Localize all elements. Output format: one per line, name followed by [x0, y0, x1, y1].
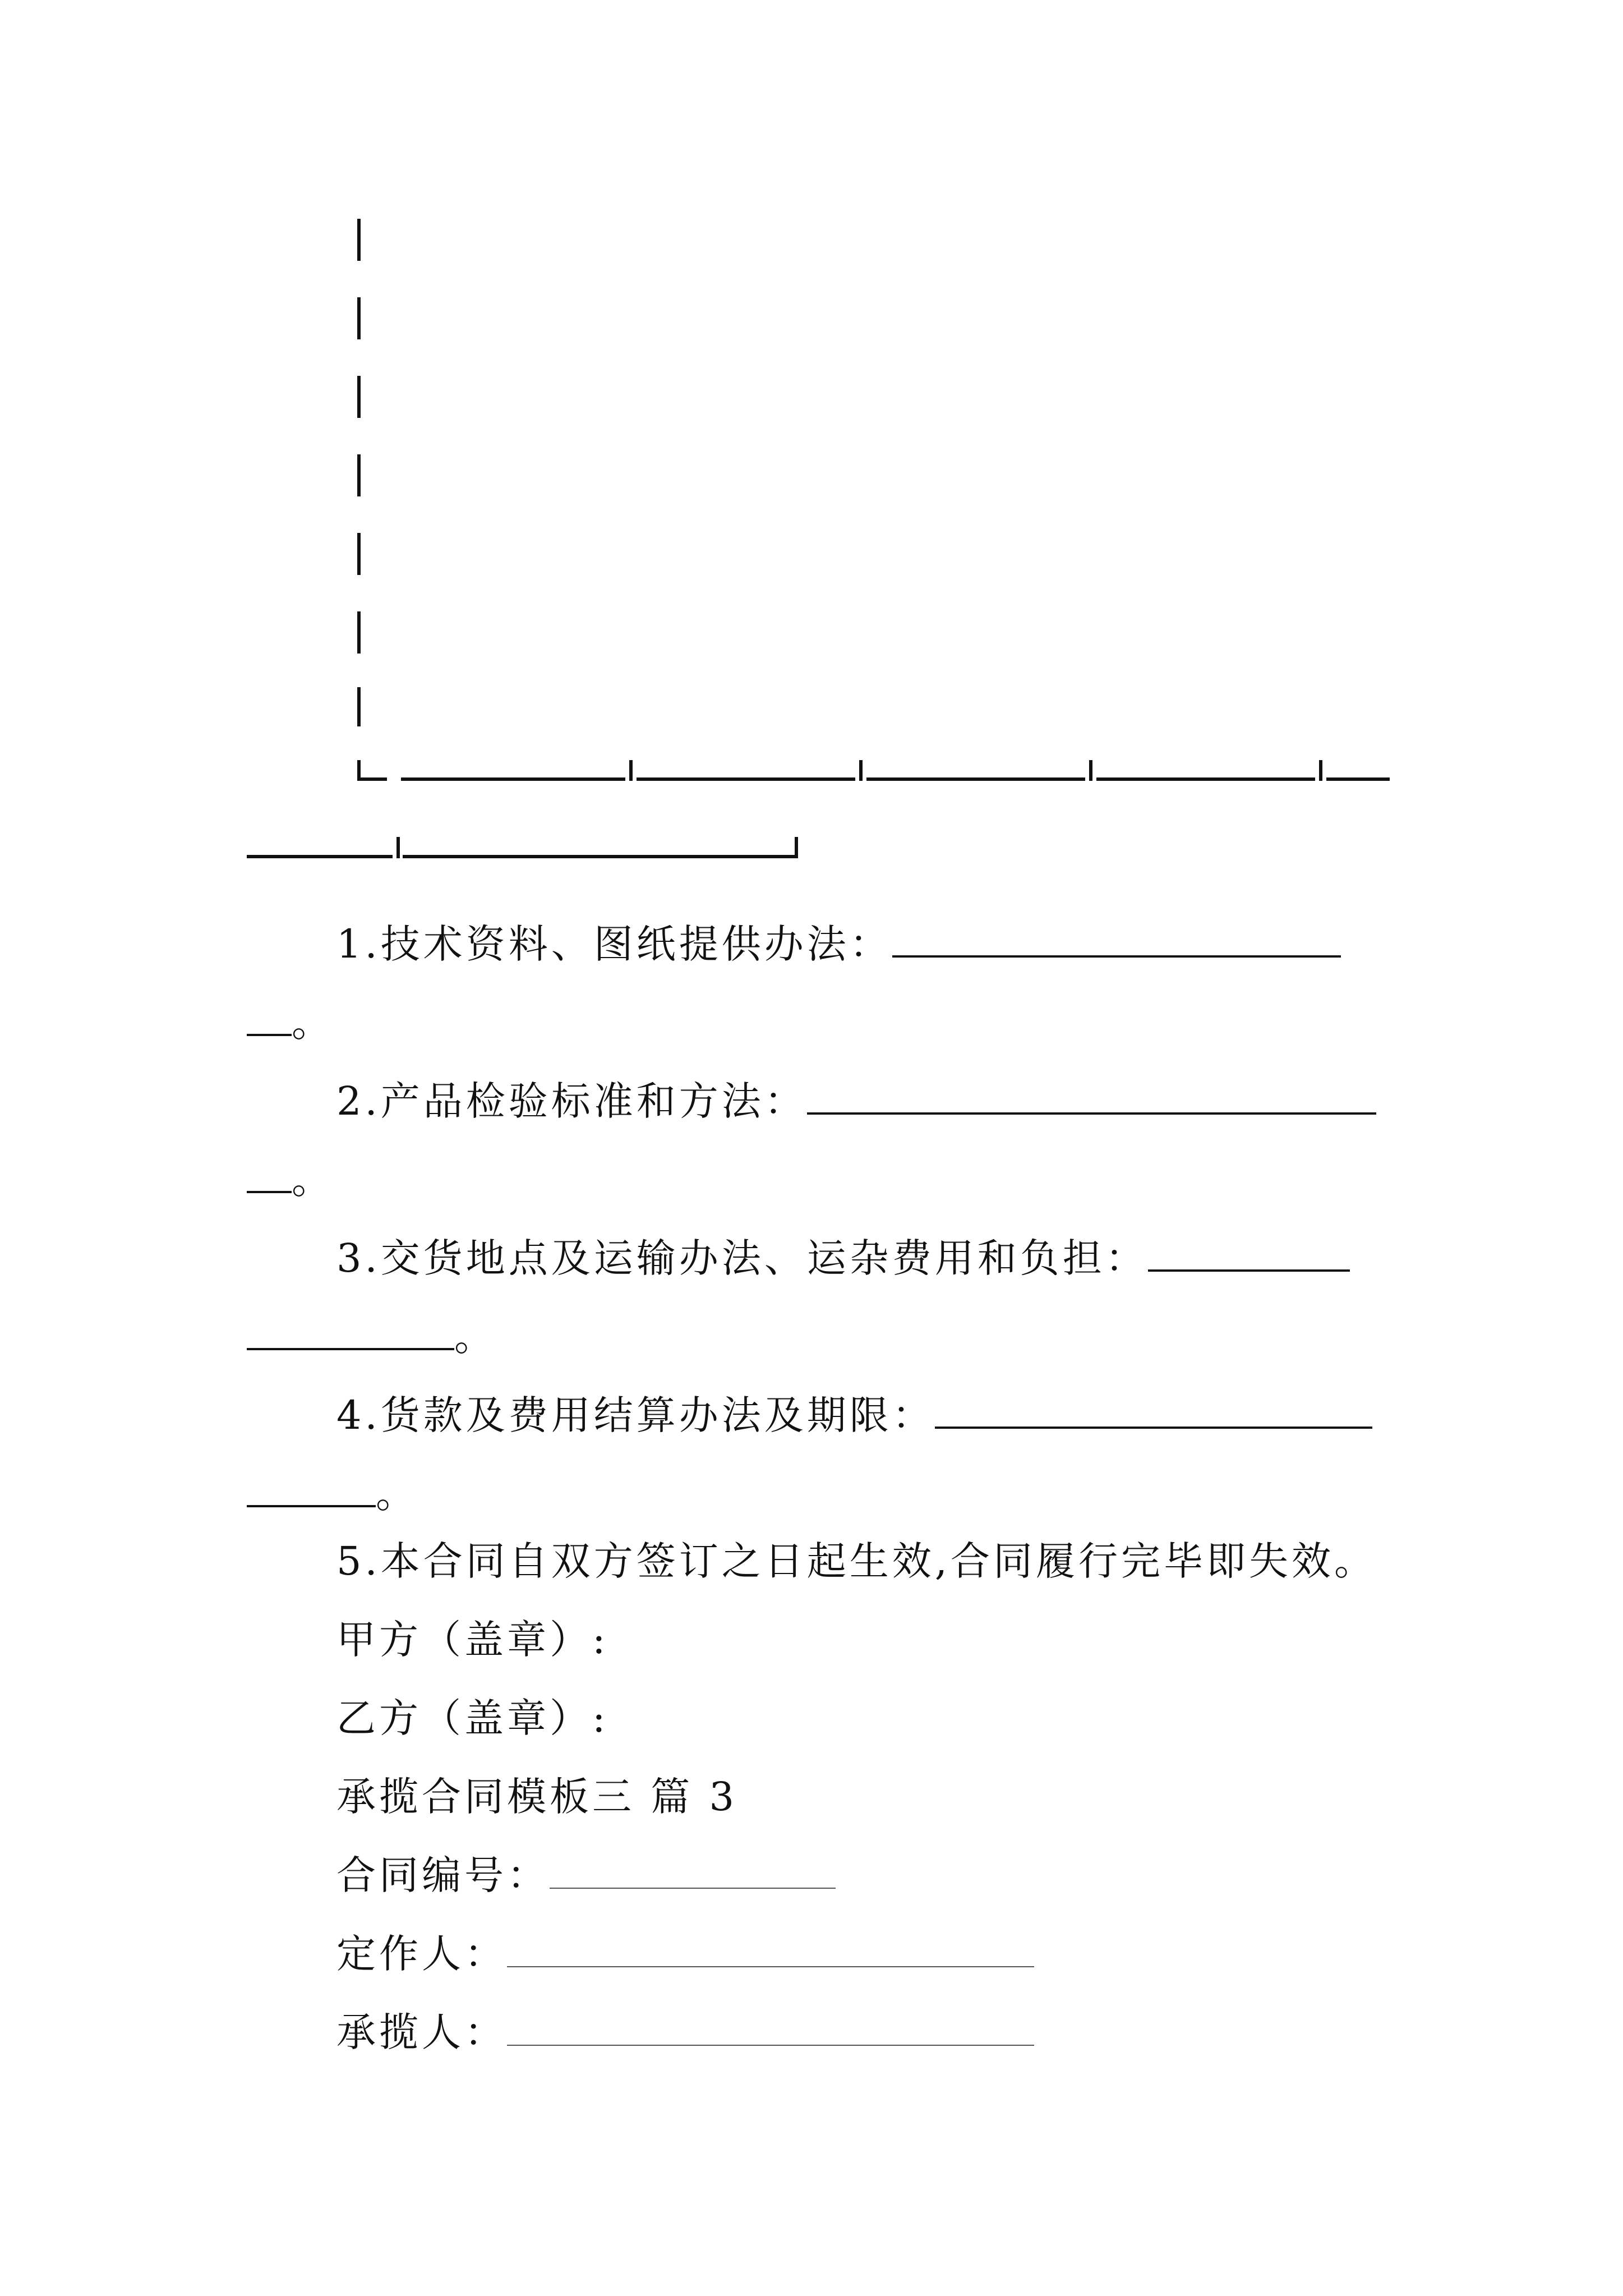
party-a-seal: 甲方（盖章）: — [336, 1617, 609, 1663]
item-4-blank-end — [247, 1473, 376, 1507]
item-1-end: 。 — [292, 1000, 334, 1046]
item-1-label: 1.技术资料、图纸提供办法： — [336, 921, 892, 967]
item-3-end: 。 — [454, 1314, 497, 1360]
item-2-blank — [807, 1080, 1376, 1115]
item-1-continuation — [247, 997, 334, 1048]
party-b-seal: 乙方（盖章）: — [336, 1695, 609, 1741]
item-4-label: 4.货款及费用结算办法及期限： — [336, 1392, 935, 1438]
item-2-continuation — [247, 1154, 334, 1205]
table-border-remnant — [0, 0, 1623, 875]
orderer-label: 定作人： — [336, 1931, 507, 1977]
item-4-line — [336, 1390, 1372, 1441]
item-4-continuation — [247, 1469, 418, 1519]
contractor-line — [336, 2007, 1034, 2058]
item-4-end: 。 — [376, 1471, 418, 1517]
item-1-blank — [892, 923, 1341, 958]
contractor-label: 承揽人： — [336, 2009, 507, 2055]
orderer-line — [336, 1929, 1034, 1979]
clause-5: 5.本合同自双方签订之日起生效,合同履行完毕即失效。 — [336, 1538, 1377, 1584]
contract-no-blank — [550, 1855, 836, 1889]
item-2-end: 。 — [292, 1157, 334, 1203]
item-3-line — [336, 1233, 1350, 1283]
item-2-label: 2.产品检验标准和方法： — [336, 1078, 807, 1124]
item-1-blank-end — [247, 1001, 292, 1036]
item-3-continuation — [247, 1312, 497, 1362]
item-3-blank-end — [247, 1315, 454, 1350]
item-1-line — [336, 919, 1341, 969]
item-3-blank — [1148, 1237, 1350, 1272]
section-heading: 承揽合同模板三 篇 3 — [336, 1774, 738, 1820]
table-border-lines — [0, 0, 1623, 875]
item-2-line — [336, 1076, 1376, 1126]
item-2-blank-end — [247, 1158, 292, 1193]
contract-no-line — [336, 1850, 836, 1901]
contract-no-label: 合同编号： — [336, 1852, 550, 1898]
orderer-blank — [507, 1934, 1034, 1967]
item-4-blank — [935, 1394, 1372, 1429]
contractor-blank — [507, 2012, 1034, 2046]
item-3-label: 3.交货地点及运输办法、运杂费用和负担： — [336, 1235, 1148, 1281]
